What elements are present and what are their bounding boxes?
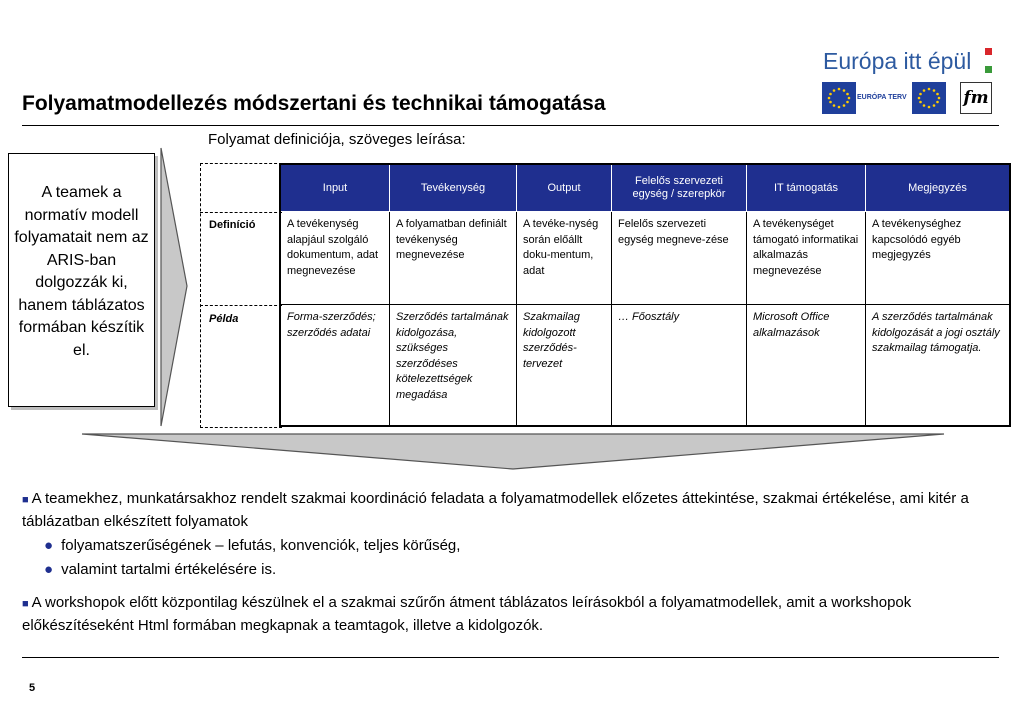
header-note: Megjegyzés <box>866 164 1011 212</box>
table-subtitle: Folyamat definiciója, szöveges leírása: <box>208 131 466 148</box>
table-cell: A tevékenység alapjául szolgáló dokumentum, adat megnevezése <box>280 212 390 305</box>
sub-bullet <box>44 537 460 554</box>
process-definition-table <box>279 163 1011 427</box>
table-header-row <box>280 164 1010 212</box>
row-label-divider <box>200 305 282 306</box>
sub-bullet-text: valamint tartalmi értékelésére is. <box>61 561 277 578</box>
sub-bullet-text: folyamatszerűségének – lefutás, konvenciók, teljes körűség, <box>61 537 461 554</box>
sub-bullet <box>44 561 276 578</box>
round-bullet-icon: ● <box>44 537 54 554</box>
page-title: Folyamatmodellezés módszertani és technikai támogatása <box>22 92 606 115</box>
header-responsible: Felelős szervezeti egység / szerepkör <box>612 164 747 212</box>
callout-box: A teamek a normatív modell folyamatait nem az ARIS-ban dolgozzák ki, hanem táblázatos formában készítik el. <box>8 153 155 407</box>
eu-flag-icon <box>912 82 946 114</box>
row-label-example: Példa <box>209 313 239 325</box>
table-cell: Felelős szervezeti egység megneve-zése <box>612 212 747 305</box>
square-bullet-icon: ■ <box>22 494 29 506</box>
table-cell: Szerződés tartalmának kidolgozása, szükséges szerződéses kötelezettségek megadása <box>390 305 517 427</box>
header-input: Input <box>280 164 390 212</box>
table-cell: A tevékenységet támogató informatikai alkalmazás megnevezése <box>747 212 866 305</box>
bullet-paragraph <box>22 592 1012 637</box>
eu-flag-icon <box>822 82 856 114</box>
table-cell: A folyamatban definiált tevékenység megnevezése <box>390 212 517 305</box>
page-number: 5 <box>29 682 36 694</box>
europa-itt-epul-logo-text: Európa itt épül <box>823 48 972 74</box>
down-arrow-icon <box>80 432 946 472</box>
footer-divider <box>22 657 999 658</box>
bullet-text: A workshopok előtt központilag készülnek el a szakmai szűrőn átment táblázatos leírásokból a folyamatmodellek, amit a workshopok előkészítéseként Html formában megkapnak a teamtagok, illetve a kidolgozók. <box>22 594 912 634</box>
title-divider <box>22 125 999 126</box>
logo-color-squares <box>985 48 994 75</box>
round-bullet-icon: ● <box>44 561 54 578</box>
table-cell: A szerződés tartalmának kidolgozását a jogi osztály szakmailag támogatja. <box>866 305 1011 427</box>
table-cell: Szakmailag kidolgozott szerződés-tervezet <box>517 305 612 427</box>
header-output: Output <box>517 164 612 212</box>
table-cell: Microsoft Office alkalmazások <box>747 305 866 427</box>
table-cell: A tevékenységhez kapcsolódó egyéb megjegyzés <box>866 212 1011 305</box>
table-row <box>280 305 1010 427</box>
europa-terv-label: EURÓPA TERV <box>857 94 907 101</box>
fm-logo: fm <box>960 82 992 114</box>
header-activity: Tevékenység <box>390 164 517 212</box>
header-it-support: IT támogatás <box>747 164 866 212</box>
table-cell: A tevéke-nység során előállt doku-mentum, adat <box>517 212 612 305</box>
square-bullet-icon: ■ <box>22 598 29 610</box>
bullet-text: A teamekhez, munkatársakhoz rendelt szakmai koordináció feladata a folyamatmodellek előzetes áttekintése, szakmai értékelése, ami kitér a táblázatban elkészített folyamatok <box>22 490 969 530</box>
row-label-divider <box>200 212 282 213</box>
bullet-paragraph <box>22 488 1012 533</box>
table-cell: … Főosztály <box>612 305 747 427</box>
row-label-frame <box>200 163 282 428</box>
row-label-definition: Definíció <box>209 219 256 231</box>
table-row <box>280 212 1010 305</box>
table-cell: Forma-szerződés; szerződés adatai <box>280 305 390 427</box>
right-arrow-icon <box>159 146 189 428</box>
